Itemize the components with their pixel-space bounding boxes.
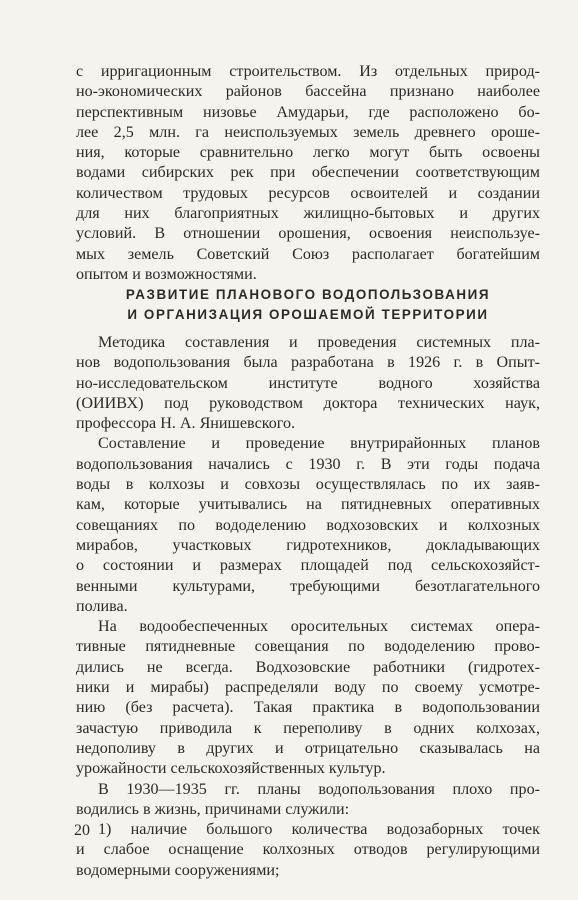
text-line: венными культурами, требующими безотлагательного (76, 577, 540, 595)
text-line: воды в колхозы и совхозы осуществлялась по их заяв- (76, 476, 540, 494)
text-line: ники и мирабы) распределяли воду по своему усмотре- (76, 679, 540, 697)
text-line: урожайности сельскохозяйственных культур. (76, 760, 386, 778)
text-line: недополиву в других и отрицательно сказывалась на (76, 739, 540, 757)
text-line: водопользования начались с 1930 г. В эти годы подача (76, 455, 540, 473)
text-line: но-исследовательском институте водного хозяйства (76, 374, 540, 392)
text-line: ния, которые сравнительно легко могут быть освоены (76, 144, 540, 162)
text-line: зачастую приводила к переполиву в одних колхозах, (76, 719, 540, 737)
text-line: нию (без расчета). Такая практика в водопользовании (76, 699, 540, 717)
text-line: кам, которые учитывались на пятидневных оперативных (76, 496, 540, 514)
section-heading (76, 285, 540, 325)
text-line: На водообеспеченных оросительных системах опера- (98, 618, 540, 636)
text-line: но-экономических районов бассейна признано наиболее (76, 83, 540, 101)
text-line: и слабое оснащение колхозных отводов регулирующими (76, 841, 540, 859)
text-line: о состоянии и размерах площадей под сельскохозяйст- (76, 557, 540, 575)
text-line: нов водопользования была разработана в 1926 г. в Опыт- (76, 354, 540, 372)
text-line: профессора Н. А. Янишевского. (76, 415, 296, 433)
text-line: полива. (76, 597, 128, 615)
text-line: мых земель Советский Союз располагает богатейшим (76, 245, 540, 263)
heading-line: РАЗВИТИЕ ПЛАНОВОГО ВОДОПОЛЬЗОВАНИЯ (125, 287, 491, 302)
text-line: (ОИИВХ) под руководством доктора технических наук, (76, 394, 540, 412)
text-line: совещаниях по вододелению водхозовских и колхозных (76, 516, 540, 534)
text-line: перспективным низовье Амударьи, где расположено бо- (76, 103, 540, 121)
text-line: 1) наличие большого количества водозаборных точек (98, 821, 540, 839)
text-line: Методика составления и проведения системных пла- (98, 334, 540, 351)
text-line: дились не всегда. Водхозовские работники (гидротех- (76, 658, 540, 676)
intro-paragraph (76, 62, 540, 285)
text-line: для них благоприятных жилищно-бытовых и других (76, 205, 540, 223)
text-line: с ирригационным строительством. Из отдельных природ- (76, 63, 540, 80)
text-line: количеством трудовых ресурсов освоителей и создании (76, 184, 540, 202)
text-line: лее 2,5 млн. га неиспользуемых земель древнего ороше- (76, 123, 540, 141)
text-line: водомерными сооружениями; (76, 861, 280, 879)
text-line: водами сибирских рек при обеспечении соответствующим (76, 164, 540, 182)
page-number: 20 (74, 822, 90, 839)
text-line: тивные пятидневные совещания по вододелению прово- (76, 638, 540, 656)
text-line: мирабов, участковых гидротехников, докладывающих (76, 536, 540, 554)
text-line: условий. В отношении орошения, освоения неиспользуе- (76, 225, 540, 243)
heading-line: И ОРГАНИЗАЦИЯ ОРОШАЕМОЙ ТЕРРИТОРИИ (127, 307, 489, 322)
text-line: Составление и проведение внутрирайонных планов (98, 435, 540, 453)
text-line: водились в жизнь, причинами служили: (76, 800, 350, 818)
text-line: опытом и возможностями. (76, 265, 257, 283)
section-body (76, 333, 540, 881)
text-line: В 1930—1935 гг. планы водопользования плохо про- (98, 780, 540, 798)
